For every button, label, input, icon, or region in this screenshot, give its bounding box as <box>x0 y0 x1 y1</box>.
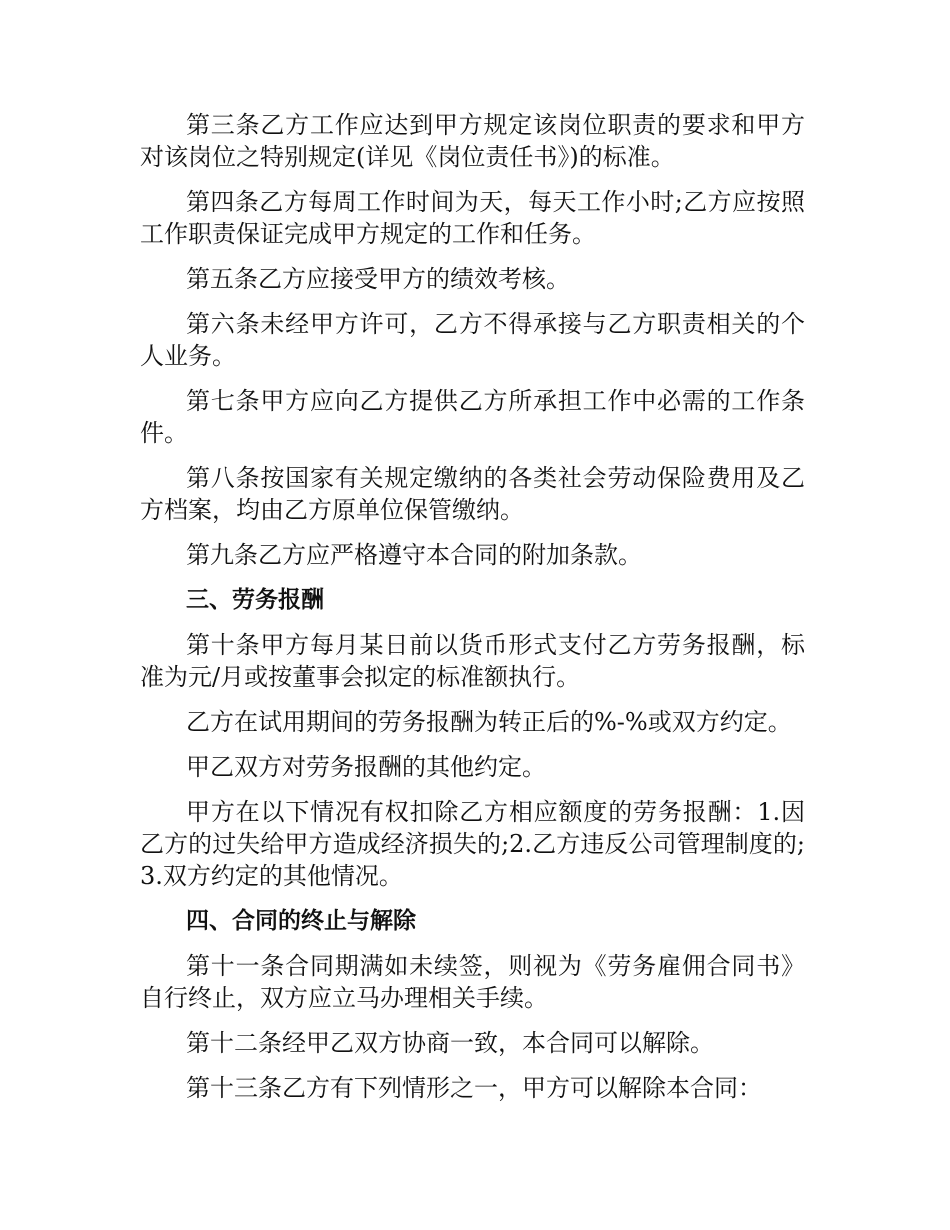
pay-deduction-paragraph: 甲方在以下情况有权扣除乙方相应额度的劳务报酬：1.因乙方的过失给甲方造成经济损失的;2.乙方违反公司管理制度的;3.双方约定的其他情况。 <box>140 798 805 890</box>
clause-4: 第四条乙方每周工作时间为天，每天工作小时;乙方应按照工作职责保证完成甲方规定的工作和任务。 <box>140 188 805 248</box>
clause-5: 第五条乙方应接受甲方的绩效考核。 <box>186 265 570 293</box>
clause-3: 第三条乙方工作应达到甲方规定该岗位职责的要求和甲方对该岗位之特别规定(详见《岗位责任书》)的标准。 <box>140 111 805 171</box>
clause-6: 第六条未经甲方许可，乙方不得承接与乙方职责相关的个人业务。 <box>140 310 805 370</box>
clause-10: 第十条甲方每月某日前以货币形式支付乙方劳务报酬，标准为元/月或按董事会拟定的标准额执行。 <box>140 631 805 691</box>
clause-7: 第七条甲方应向乙方提供乙方所承担工作中必需的工作条件。 <box>140 387 805 447</box>
probation-pay-paragraph: 乙方在试用期间的劳务报酬为转正后的%-%或双方约定。 <box>186 708 792 736</box>
clause-8: 第八条按国家有关规定缴纳的各类社会劳动保险费用及乙方档案，均由乙方原单位保管缴纳。 <box>140 464 805 524</box>
clause-11: 第十一条合同期满如未续签，则视为《劳务雇佣合同书》自行终止，双方应立马办理相关手续。 <box>140 952 805 1012</box>
document-body <box>140 109 805 1117</box>
clause-12: 第十二条经甲乙双方协商一致，本合同可以解除。 <box>186 1029 714 1057</box>
clause-9: 第九条乙方应严格遵守本合同的附加条款。 <box>186 541 642 569</box>
section-heading-termination: 四、合同的终止与解除 <box>186 908 416 934</box>
clause-13: 第十三条乙方有下列情形之一，甲方可以解除本合同： <box>186 1074 762 1102</box>
section-heading-remuneration: 三、劳务报酬 <box>186 587 324 613</box>
other-pay-agreement-paragraph: 甲乙双方对劳务报酬的其他约定。 <box>186 753 546 781</box>
